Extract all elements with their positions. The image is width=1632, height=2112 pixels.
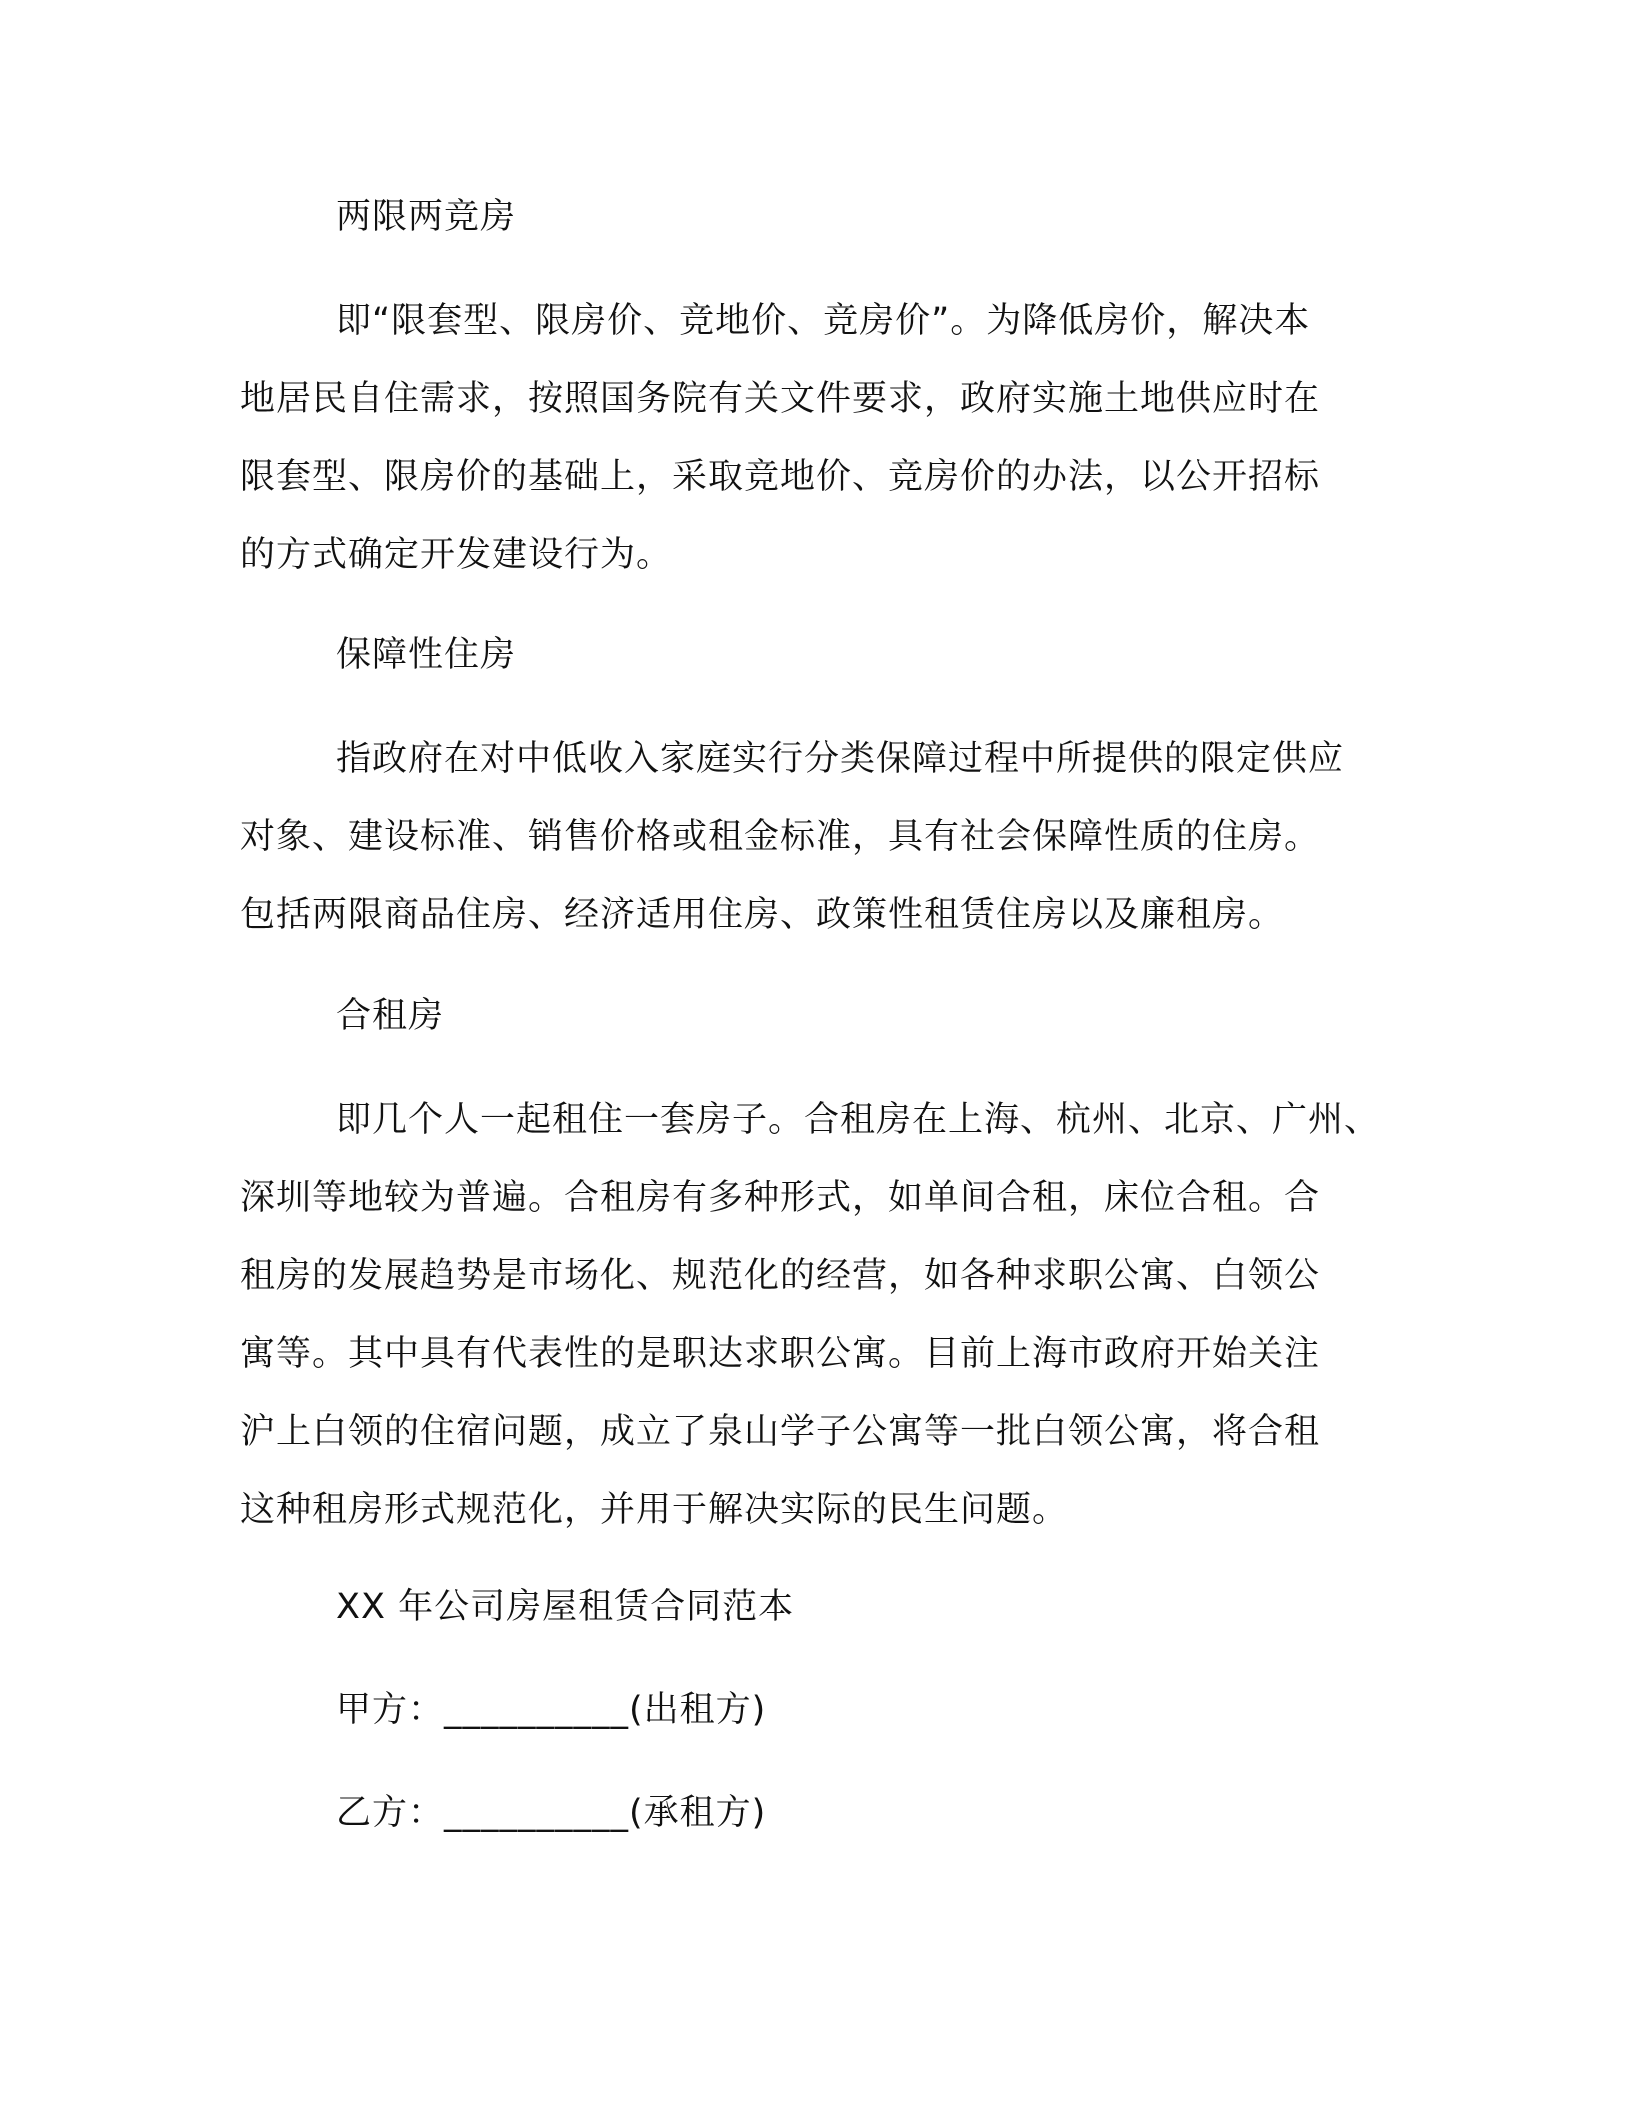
section-heading	[336, 616, 1516, 694]
paragraph-line: 这种租房形式规范化，并用于解决实际的民生问题。	[240, 1490, 1069, 1530]
section-paragraph	[240, 720, 1420, 954]
paragraph-line: 的方式确定开发建设行为。	[240, 535, 673, 575]
party-a-line	[336, 1671, 1516, 1749]
heading-text: 合租房	[336, 996, 445, 1036]
paragraph-line: 即“限套型、限房价、竞地价、竞房价”。为降低房价，解决本	[336, 301, 1311, 341]
paragraph-line: 沪上白领的住宿问题，成立了泉山学子公寓等一批白领公寓，将合租	[240, 1412, 1321, 1452]
paragraph-line: 指政府在对中低收入家庭实行分类保障过程中所提供的限定供应	[336, 739, 1345, 779]
paragraph-line: 对象、建设标准、销售价格或租金标准，具有社会保障性质的住房。	[240, 817, 1321, 857]
section-paragraph	[240, 282, 1420, 594]
paragraph-line: 租房的发展趋势是市场化、规范化的经营，如各种求职公寓、白领公	[240, 1256, 1321, 1296]
paragraph-line: 寓等。其中具有代表性的是职达求职公寓。目前上海市政府开始关注	[240, 1334, 1321, 1374]
section-heading	[336, 977, 1516, 1055]
party-a-text: 甲方：__________(出租方)	[336, 1690, 767, 1730]
paragraph-line: 深圳等地较为普遍。合租房有多种形式，如单间合租，床位合租。合	[240, 1178, 1321, 1218]
section-heading	[336, 178, 1516, 256]
paragraph-line: 即几个人一起租住一套房子。合租房在上海、杭州、北京、广州、	[336, 1100, 1381, 1140]
paragraph-line: 包括两限商品住房、经济适用住房、政策性租赁住房以及廉租房。	[240, 895, 1285, 935]
party-b-line	[336, 1774, 1516, 1852]
contract-title-text: XX 年公司房屋租赁合同范本	[336, 1587, 795, 1627]
heading-text: 保障性住房	[336, 635, 517, 675]
paragraph-line: 地居民自住需求，按照国务院有关文件要求，政府实施土地供应时在	[240, 379, 1321, 419]
paragraph-line: 限套型、限房价的基础上，采取竞地价、竞房价的办法，以公开招标	[240, 457, 1321, 497]
section-paragraph	[240, 1081, 1420, 1549]
party-b-text: 乙方：__________(承租方)	[336, 1793, 767, 1833]
heading-text: 两限两竞房	[336, 197, 517, 237]
contract-title	[336, 1568, 1516, 1646]
